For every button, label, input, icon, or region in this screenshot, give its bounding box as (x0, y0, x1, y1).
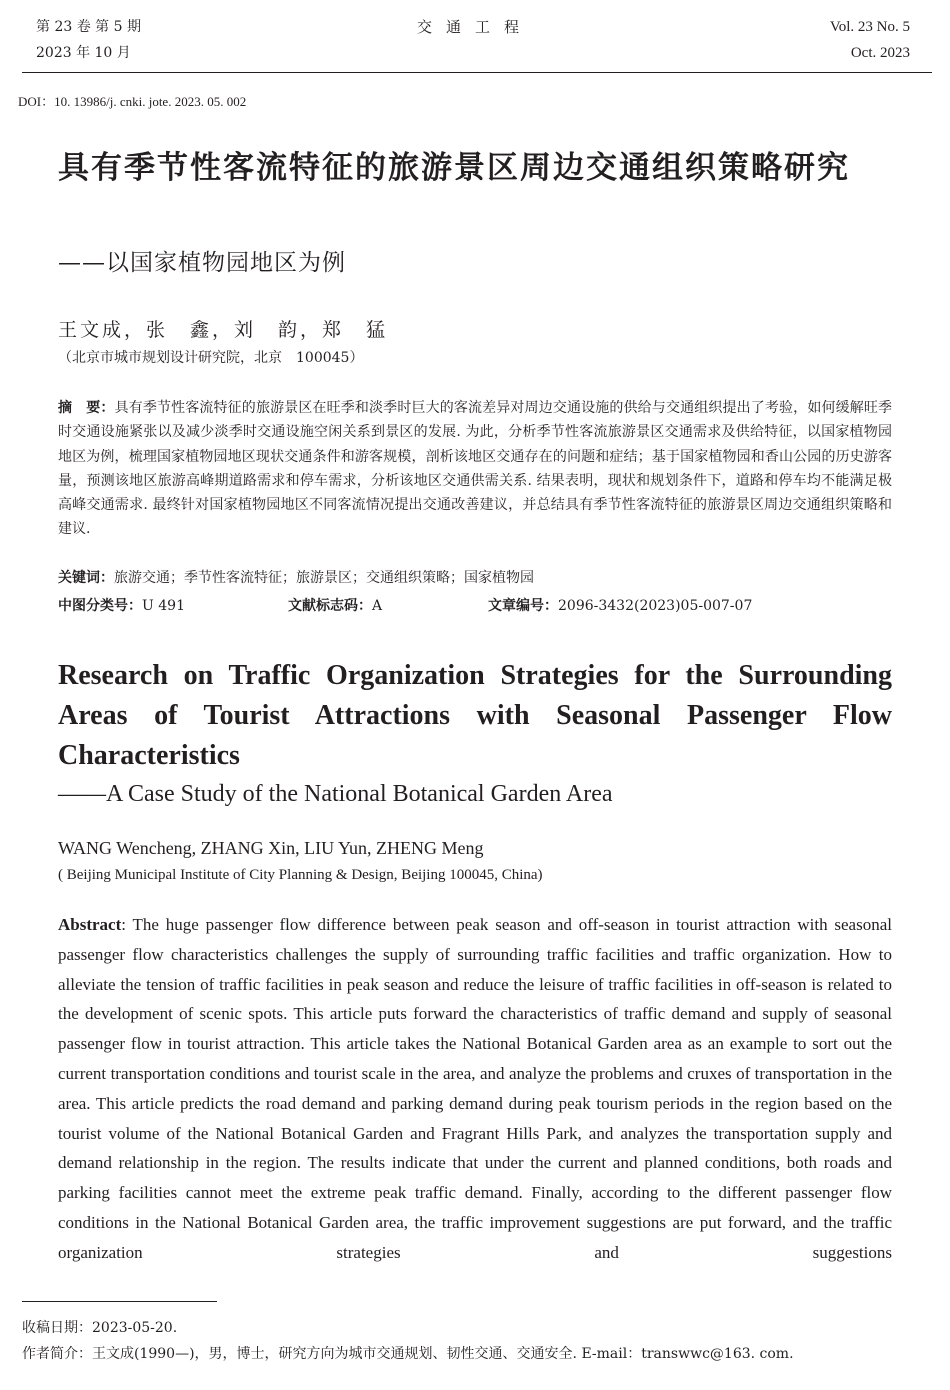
en-subtitle: ——A Case Study of the National Botanical Garden Area (58, 781, 613, 807)
cn-subtitle: ——以国家植物园地区为例 (58, 250, 346, 276)
article-number-label: 文章编号： (488, 598, 558, 614)
author-bio: 作者简介：王文成(1990—)，男，博士，研究方向为城市交通规划、韧性交通、交通安全. E-mail：transwwc@163. com. (22, 1346, 794, 1362)
volume-cn: 第 23 卷 第 5 期 (36, 19, 141, 35)
document-code-label: 文献标志码： (288, 598, 372, 614)
cn-title: 具有季节性客流特征的旅游景区周边交通组织策略研究 (58, 150, 850, 186)
clc-value: U 491 (142, 598, 185, 614)
en-title: Research on Traffic Organization Strategies for the Surrounding Areas of Tourist Attractions with Seasonal Passenger Flow Characteristics (58, 660, 892, 771)
doi: DOI：10. 13986/j. cnki. jote. 2023. 05. 002 (18, 94, 247, 109)
cn-keywords (58, 568, 534, 588)
cn-keywords-text: 旅游交通；季节性客流特征；旅游景区；交通组织策略；国家植物园 (114, 570, 534, 586)
received-date: 收稿日期：2023-05-20. (22, 1320, 178, 1336)
article-number-value: 2096-3432(2023)05-007-07 (558, 598, 753, 614)
clc-number (58, 596, 185, 616)
en-affiliation: ( Beijing Municipal Institute of City Planning & Design, Beijing 100045, China) (58, 867, 543, 883)
header-divider (22, 72, 932, 73)
cn-abstract (58, 396, 892, 542)
en-abstract (58, 910, 892, 1268)
journal-name: 交通工程 (416, 18, 533, 36)
footnote-divider (22, 1301, 217, 1302)
cn-abstract-text: 具有季节性客流特征的旅游景区在旺季和淡季时巨大的客流差异对周边交通设施的供给与交通组织提出了考验，如何缓解旺季时交通设施紧张以及减少淡季时交通设施空闲关系到景区的发展. 为此，分析季节性客流旅游景区交通需求及供给特征，以国家植物园地区为例，梳理国家植物园地区现状交通条件和游客规模，剖析该地区交通存在的问题和症结；基于国家植物园和香山公园的历史游客量，预测该地区旅游高峰期道路需求和停车需求，分析该地区交通供需关系. 结果表明，现状和规划条件下，道路和停车均不能满足极高峰交通需求. 最终针对国家植物园地区不同客流情况提出交通改善建议，并总结具有季节性客流特征的旅游景区周边交通组织策略和建议. (58, 400, 893, 538)
document-code (288, 596, 382, 616)
article-number (488, 596, 752, 616)
cn-affiliation: （北京市城市规划设计研究院，北京 100045） (58, 350, 364, 366)
cn-authors: 王文成，张 鑫，刘 韵，郑 猛 (58, 319, 389, 341)
journal-header (0, 0, 950, 75)
cn-abstract-label: 摘 要： (58, 400, 115, 416)
document-code-value: A (372, 598, 383, 614)
en-abstract-text: : The huge passenger flow difference between peak season and off-season in tourist attraction with seasonal passenger flow characteristics challenges the supply of surrounding traffic facilities and traffic organization. How to alleviate the tension of traffic facilities in peak season and reduce the leisure of traffic facilities in off-season is related to the development of scenic spots. This article puts forward the characteristics of traffic demand and supply of seasonal passenger flow in tourist attraction. This article takes the National Botanical Garden area as an example to sort out the current transportation conditions and tourist scale in the area, and analyze the problems and cruxes of transportation in the area. This article predicts the road demand and parking demand during peak tourism periods in the region based on the tourist volume of the National Botanical Garden and Fragrant Hills Park, and analyzes the transportation supply and demand relationship in the region. The results indicate that under the current and planned conditions, both roads and parking facilities cannot meet the extreme peak traffic demand. Finally, according to the different passenger flow conditions in the National Botanical Garden area, the traffic improvement suggestions are put forward, and the traffic organization strategies and suggestions (58, 915, 892, 1262)
en-authors: WANG Wencheng, ZHANG Xin, LIU Yun, ZHENG Meng (58, 838, 484, 858)
volume-en: Vol. 23 No. 5 (829, 19, 910, 35)
cn-keywords-label: 关键词： (58, 570, 114, 586)
date-en: Oct. 2023 (850, 45, 910, 61)
date-cn: 2023 年 10 月 (36, 45, 131, 61)
clc-label: 中图分类号： (58, 598, 142, 614)
en-abstract-label: Abstract (58, 915, 122, 934)
